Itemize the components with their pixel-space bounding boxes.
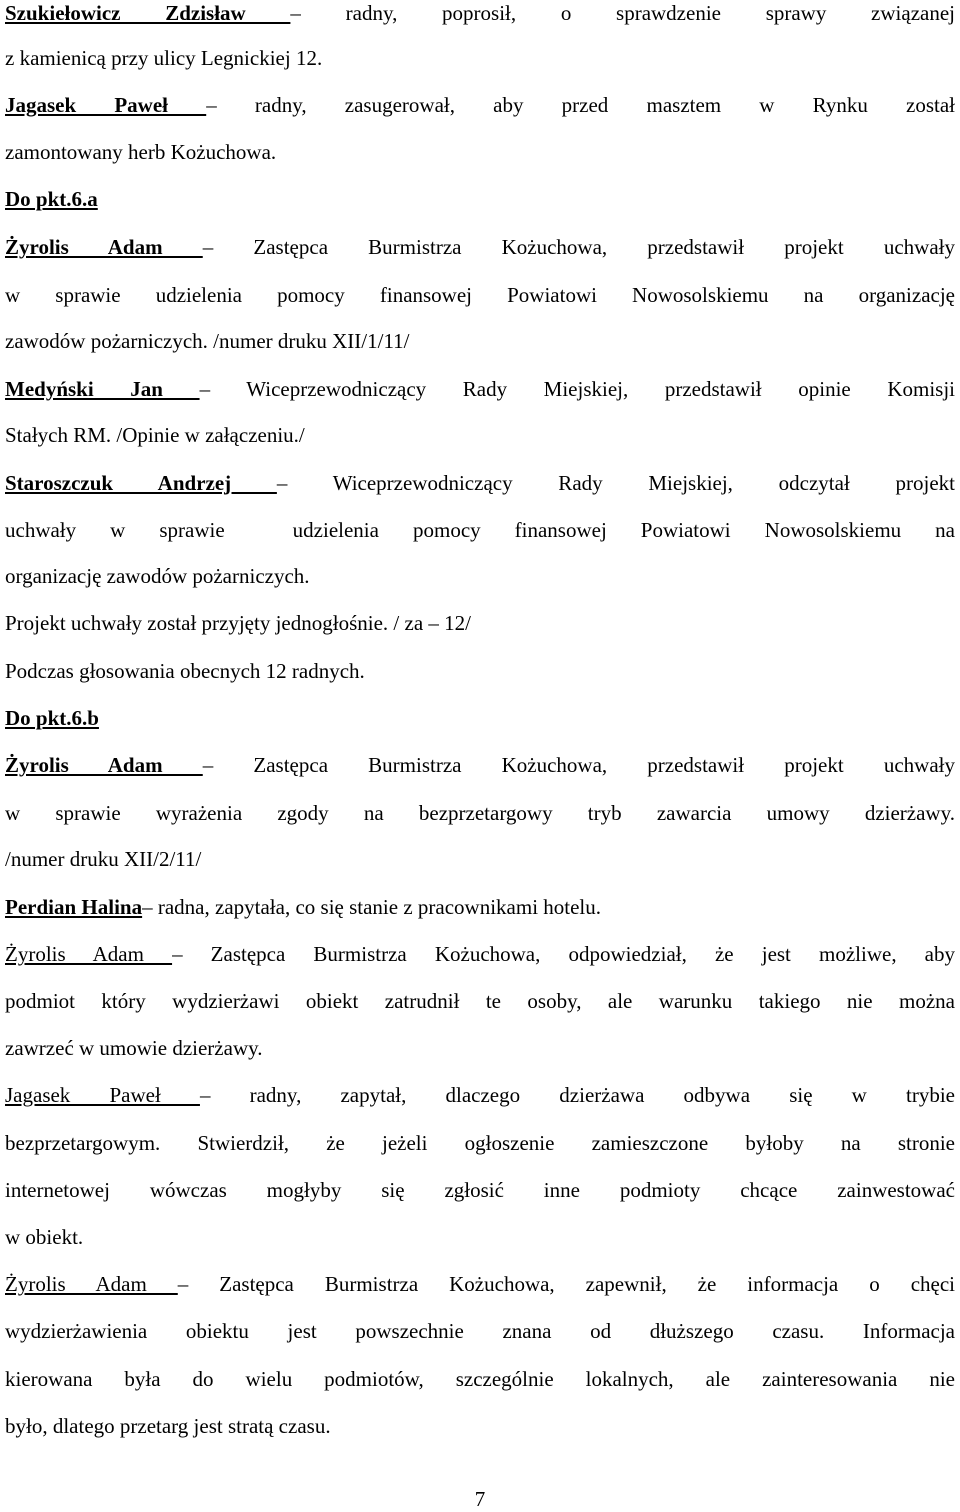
speaker-name: Staroszczuk Andrzej [5, 471, 277, 495]
section-heading [5, 705, 955, 731]
text-line [5, 894, 955, 920]
text-line [5, 376, 955, 402]
line-text: /numer druku XII/2/11/ [5, 847, 202, 871]
speaker-name: Jagasek Paweł [5, 1083, 200, 1107]
line-text: w sprawie udzielenia pomocy finansowej Powiatowi Nowosolskiemu na organizację [5, 283, 955, 307]
speaker-name: Żyrolis Adam [5, 1272, 178, 1296]
speaker-name: Perdian Halina [5, 895, 143, 919]
speaker-name: Szukiełowicz Zdzisław [5, 1, 291, 25]
speaker-name: Medyński Jan [5, 377, 200, 401]
line-text: – Zastępca Burmistrza Kożuchowa, zapewnił, że informacja o chęci [177, 1272, 955, 1296]
line-text: – radna, zapytała, co się stanie z pracownikami hotelu. [142, 895, 602, 919]
line-text: – radny, poprosił, o sprawdzenie sprawy związanej [290, 1, 955, 25]
text-line [5, 422, 955, 448]
text-line [5, 45, 955, 71]
line-text: w sprawie wyrażenia zgody na bezprzetargowy tryb zawarcia umowy dzierżawy. [5, 801, 955, 825]
speaker-name: Żyrolis Adam [5, 235, 203, 259]
line-text: – Wiceprzewodniczący Rady Miejskiej, przedstawił opinie Komisji [199, 377, 955, 401]
text-line [5, 1177, 955, 1203]
line-text: w obiekt. [5, 1225, 84, 1249]
line-text: Podczas głosowania obecnych 12 radnych. [5, 659, 365, 683]
text-line [5, 610, 955, 636]
line-text: kierowana była do wielu podmiotów, szczególnie lokalnych, ale zainteresowania nie [5, 1367, 955, 1391]
line-text: uchwały w sprawie udzielenia pomocy finansowej Powiatowi Nowosolskiemu na [5, 518, 955, 542]
line-text: wydzierżawienia obiektu jest powszechnie znana od dłuższego czasu. Informacja [5, 1319, 955, 1343]
section-heading-text: Do pkt.6.a [5, 187, 98, 211]
text-line [5, 470, 955, 496]
section-heading-text: Do pkt.6.b [5, 706, 99, 730]
line-text: bezprzetargowym. Stwierdził, że jeżeli ogłoszenie zamieszczone byłoby na stronie [5, 1131, 955, 1155]
line-text: – radny, zapytał, dlaczego dzierżawa odbywa się w trybie [199, 1083, 955, 1107]
text-line [5, 1082, 955, 1108]
text-line [5, 139, 955, 165]
text-line [5, 1035, 955, 1061]
page-number: 7 [474, 1487, 486, 1511]
text-line [5, 658, 955, 684]
speaker-name: Jagasek Paweł [5, 93, 207, 117]
text-line [5, 988, 955, 1014]
text-line [5, 1224, 955, 1250]
text-line [5, 800, 955, 826]
line-text: było, dlatego przetarg jest stratą czasu. [5, 1414, 331, 1438]
text-line [5, 752, 955, 778]
speaker-name: Żyrolis Adam [5, 753, 203, 777]
line-text: z kamienicą przy ulicy Legnickiej 12. [5, 46, 323, 70]
text-line [5, 92, 955, 118]
line-text: organizację zawodów pożarniczych. [5, 564, 310, 588]
line-text: zawrzeć w umowie dzierżawy. [5, 1036, 263, 1060]
line-text: Projekt uchwały został przyjęty jednogłośnie. / za – 12/ [5, 611, 471, 635]
text-line [5, 517, 955, 543]
line-text: – Zastępca Burmistrza Kożuchowa, przedstawił projekt uchwały [202, 753, 955, 777]
line-text: zamontowany herb Kożuchowa. [5, 140, 277, 164]
text-line [5, 282, 955, 308]
line-text: podmiot który wydzierżawi obiekt zatrudnił te osoby, ale warunku takiego nie można [5, 989, 955, 1013]
text-line [5, 1366, 955, 1392]
line-text: zawodów pożarniczych. /numer druku XII/1/11/ [5, 329, 410, 353]
line-text: – radny, zasugerował, aby przed masztem w Rynku został [206, 93, 955, 117]
text-line [5, 0, 955, 26]
section-heading [5, 186, 955, 212]
text-line [5, 941, 955, 967]
text-line [5, 234, 955, 260]
line-text: Stałych RM. /Opinie w załączeniu./ [5, 423, 305, 447]
text-line [5, 1130, 955, 1156]
line-text: – Zastępca Burmistrza Kożuchowa, przedstawił projekt uchwały [202, 235, 955, 259]
text-line [5, 846, 955, 872]
line-text: – Wiceprzewodniczący Rady Miejskiej, odczytał projekt [276, 471, 955, 495]
text-line [5, 1413, 955, 1439]
text-line [5, 328, 955, 354]
text-line [5, 1318, 955, 1344]
text-line [5, 1271, 955, 1297]
line-text: – Zastępca Burmistrza Kożuchowa, odpowiedział, że jest możliwe, aby [172, 942, 956, 966]
speaker-name: Żyrolis Adam [5, 942, 173, 966]
line-text: internetowej wówczas mogłyby się zgłosić inne podmioty chcące zainwestować [5, 1178, 955, 1202]
text-line [5, 563, 955, 589]
